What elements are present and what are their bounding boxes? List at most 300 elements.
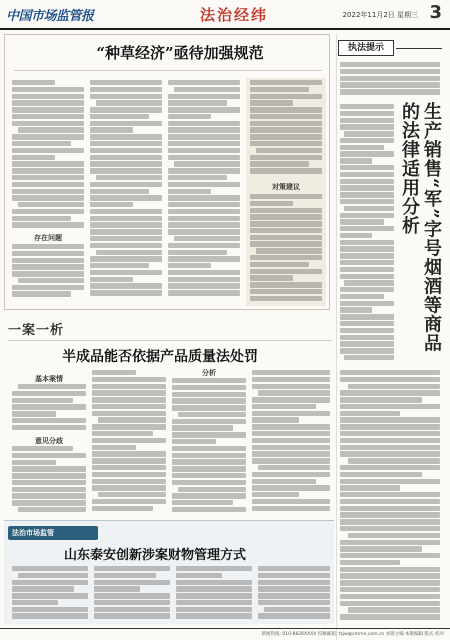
text-line — [168, 141, 240, 146]
text-line — [94, 607, 170, 612]
text-line — [250, 94, 322, 99]
text-line — [90, 202, 133, 207]
divider — [396, 48, 442, 49]
text-line — [168, 256, 240, 261]
text-line — [340, 158, 372, 163]
text-line — [90, 283, 162, 288]
text-line — [250, 87, 309, 92]
text-line — [340, 431, 440, 436]
text-line — [340, 260, 394, 265]
text-line — [90, 263, 149, 268]
text-line — [12, 446, 73, 451]
text-line — [12, 593, 88, 598]
text-line — [340, 546, 422, 551]
text-line — [90, 222, 162, 227]
text-line — [340, 314, 394, 319]
text-line — [92, 431, 153, 436]
text-line — [168, 277, 240, 282]
text-line — [344, 131, 394, 136]
text-line — [12, 87, 84, 92]
text-line — [340, 69, 440, 74]
text-line — [92, 506, 153, 511]
text-column — [12, 384, 86, 434]
text-line — [340, 404, 440, 409]
text-line — [92, 499, 166, 504]
text-line — [12, 114, 84, 119]
text-line — [90, 195, 162, 200]
text-line — [172, 459, 246, 464]
text-line — [12, 425, 86, 430]
text-line — [172, 378, 246, 383]
text-line — [250, 107, 322, 112]
text-line — [348, 458, 440, 463]
text-line — [168, 209, 240, 214]
text-line — [340, 377, 440, 382]
text-line — [12, 398, 73, 403]
text-line — [340, 185, 394, 190]
subhead-case-facts: 基本案情 — [35, 375, 63, 383]
text-column — [168, 80, 240, 304]
text-line — [252, 506, 330, 511]
text-line — [90, 87, 162, 92]
text-line — [12, 566, 88, 571]
text-line — [92, 438, 166, 443]
text-line — [168, 229, 240, 234]
text-line — [252, 411, 330, 416]
text-line — [176, 586, 252, 591]
text-line — [176, 607, 252, 612]
text-line — [340, 82, 440, 87]
text-line — [168, 94, 240, 99]
text-line — [168, 290, 240, 295]
text-line — [174, 236, 240, 241]
subhead-disagreement: 意见分歧 — [35, 437, 63, 445]
text-line — [168, 100, 227, 105]
text-line — [340, 472, 422, 477]
text-line — [340, 301, 394, 306]
text-line — [250, 114, 322, 119]
text-line — [168, 182, 240, 187]
text-line — [12, 168, 84, 173]
text-line — [340, 587, 440, 592]
text-line — [252, 417, 299, 422]
text-line — [340, 567, 440, 572]
divider — [8, 340, 332, 341]
text-line — [172, 385, 246, 390]
text-line — [92, 390, 166, 395]
text-line — [252, 485, 330, 490]
text-line — [250, 241, 322, 246]
text-line — [340, 274, 394, 279]
text-line — [18, 573, 88, 578]
text-line — [340, 172, 394, 177]
text-line — [340, 104, 394, 109]
text-line — [250, 269, 322, 274]
text-line — [92, 458, 166, 463]
text-line — [90, 121, 162, 126]
text-line — [94, 566, 170, 571]
text-line — [340, 492, 440, 497]
text-line — [94, 573, 156, 578]
text-line — [92, 370, 136, 375]
text-line — [172, 500, 233, 505]
text-line — [98, 492, 166, 497]
text-line — [92, 411, 166, 416]
text-line — [258, 465, 330, 470]
text-line — [90, 155, 162, 160]
text-line — [90, 80, 162, 85]
text-line — [90, 216, 162, 221]
text-line — [258, 593, 330, 598]
text-line — [340, 526, 440, 531]
text-line — [340, 233, 372, 238]
text-line — [12, 391, 86, 396]
text-line — [90, 148, 162, 153]
text-line — [340, 445, 440, 450]
text-line — [94, 580, 170, 585]
text-line — [90, 189, 149, 194]
text-line — [340, 465, 440, 470]
text-line — [90, 243, 162, 248]
text-line — [90, 141, 162, 146]
text-column — [90, 80, 162, 304]
case-column-label: 一案一析 — [8, 323, 65, 338]
text-line — [96, 175, 162, 180]
divider — [14, 70, 322, 71]
text-line — [340, 199, 394, 204]
text-line — [176, 573, 222, 578]
text-line — [252, 458, 330, 463]
text-line — [340, 370, 440, 375]
text-line — [340, 111, 394, 116]
text-column — [258, 566, 330, 622]
text-line — [168, 202, 240, 207]
text-line — [92, 485, 166, 490]
text-line — [340, 519, 440, 524]
text-line — [340, 89, 440, 94]
text-line — [176, 600, 252, 605]
text-line — [252, 499, 330, 504]
masthead: 中国市场监管报 — [6, 9, 94, 24]
text-line — [340, 138, 394, 143]
text-line — [12, 195, 84, 200]
text-line — [168, 189, 211, 194]
text-line — [12, 271, 84, 276]
text-line — [340, 424, 440, 429]
text-line — [250, 282, 322, 287]
text-line — [168, 283, 240, 288]
text-line — [12, 189, 84, 194]
text-line — [90, 229, 162, 234]
text-line — [12, 586, 74, 591]
text-line — [340, 321, 394, 326]
text-line — [90, 290, 162, 295]
text-line — [178, 412, 246, 417]
text-line — [12, 480, 86, 485]
text-line — [90, 182, 162, 187]
text-line — [348, 384, 440, 389]
text-line — [344, 280, 394, 285]
text-line — [12, 182, 84, 187]
text-line — [12, 264, 84, 269]
text-line — [174, 87, 240, 92]
text-line — [92, 465, 166, 470]
text-line — [340, 62, 440, 67]
text-column — [250, 194, 322, 304]
text-line — [340, 580, 440, 585]
text-line — [92, 445, 136, 450]
text-line — [12, 141, 71, 146]
text-line — [340, 213, 394, 218]
text-line — [250, 296, 322, 301]
text-line — [344, 206, 394, 211]
text-line — [92, 472, 166, 477]
text-line — [90, 236, 162, 241]
text-line — [340, 438, 440, 443]
text-line — [172, 398, 246, 403]
text-line — [96, 250, 162, 255]
text-line — [92, 384, 166, 389]
text-column — [12, 80, 84, 230]
text-line — [168, 243, 240, 248]
text-line — [264, 607, 330, 612]
text-line — [250, 80, 322, 85]
text-line — [12, 155, 55, 160]
text-line — [250, 208, 322, 213]
text-line — [172, 446, 246, 451]
text-line — [258, 566, 330, 571]
text-line — [256, 148, 322, 153]
case-article-headline: 半成品能否依据产品质量法处罚 — [62, 349, 258, 365]
text-line — [340, 294, 384, 299]
text-line — [348, 607, 440, 612]
text-line — [176, 613, 252, 618]
text-line — [250, 255, 322, 260]
text-column — [340, 104, 394, 366]
text-line — [12, 107, 84, 112]
text-line — [12, 175, 84, 180]
text-line — [168, 222, 240, 227]
text-column — [94, 566, 170, 622]
text-line — [12, 404, 86, 409]
text-line — [176, 593, 252, 598]
text-line — [258, 600, 330, 605]
text-line — [172, 405, 246, 410]
text-line — [258, 613, 330, 618]
text-column — [12, 244, 84, 304]
text-line — [12, 473, 86, 478]
text-line — [168, 155, 240, 160]
text-line — [250, 235, 322, 240]
text-line — [250, 161, 309, 166]
text-column — [12, 566, 88, 622]
text-line — [12, 100, 84, 105]
text-line — [18, 127, 84, 132]
text-line — [12, 216, 71, 221]
text-line — [340, 240, 394, 245]
text-line — [168, 107, 240, 112]
text-column — [252, 370, 330, 516]
text-line — [340, 553, 440, 558]
text-column — [340, 370, 440, 624]
text-line — [92, 404, 166, 409]
subhead-problems: 存在问题 — [34, 234, 62, 242]
text-line — [168, 148, 240, 153]
text-line — [12, 487, 86, 492]
text-line — [168, 80, 240, 85]
text-line — [12, 251, 84, 256]
text-line — [340, 219, 384, 224]
text-line — [90, 168, 162, 173]
text-line — [252, 451, 330, 456]
text-line — [12, 244, 84, 249]
text-line — [252, 431, 330, 436]
text-line — [340, 267, 394, 272]
text-line — [340, 417, 440, 422]
text-column — [340, 62, 440, 102]
text-line — [252, 404, 316, 409]
text-line — [340, 499, 440, 504]
text-line — [172, 392, 246, 397]
text-line — [12, 291, 71, 296]
text-line — [340, 397, 422, 402]
text-line — [168, 250, 227, 255]
text-line — [250, 155, 322, 160]
text-line — [12, 466, 86, 471]
text-line — [90, 209, 162, 214]
text-line — [340, 512, 440, 517]
text-line — [250, 134, 322, 139]
text-line — [168, 127, 240, 132]
text-line — [12, 148, 84, 153]
text-line — [252, 397, 330, 402]
top-article-headline: “种草经济”亟待加强规范 — [96, 44, 264, 62]
text-line — [94, 600, 170, 605]
text-line — [250, 262, 309, 267]
text-line — [92, 479, 166, 484]
text-line — [340, 573, 440, 578]
text-line — [258, 580, 330, 585]
text-column — [12, 446, 86, 516]
text-line — [92, 451, 166, 456]
text-line — [344, 355, 394, 360]
text-line — [94, 593, 170, 598]
text-line — [340, 485, 400, 490]
text-line — [258, 586, 330, 591]
text-column — [250, 80, 322, 180]
text-column — [176, 566, 252, 622]
text-line — [168, 270, 240, 275]
subhead-suggestions: 对策建议 — [272, 183, 300, 191]
text-line — [250, 221, 322, 226]
text-line — [168, 168, 240, 173]
page-footer: 新闻热线: 010-8826XXXX 投稿邮箱: fzjw@cmrnn.com.cn 本版主编 本版编辑 版式 校对 — [0, 628, 450, 640]
subhead-analysis: 分析 — [202, 369, 216, 377]
text-line — [90, 107, 162, 112]
text-line — [168, 175, 227, 180]
text-line — [172, 507, 246, 512]
text-line — [94, 586, 140, 591]
text-line — [12, 493, 86, 498]
text-line — [340, 253, 394, 258]
text-line — [12, 94, 84, 99]
text-line — [90, 277, 133, 282]
text-line — [94, 613, 170, 618]
text-line — [340, 601, 440, 606]
text-line — [258, 573, 330, 578]
text-line — [340, 506, 440, 511]
text-line — [340, 390, 440, 395]
bottom-article-headline: 山东泰安创新涉案财物管理方式 — [64, 548, 247, 563]
text-line — [340, 226, 394, 231]
text-line — [250, 100, 293, 105]
text-line — [12, 121, 84, 126]
text-line — [18, 507, 86, 512]
text-line — [252, 377, 330, 382]
text-line — [90, 256, 162, 261]
text-line — [252, 424, 330, 429]
text-line — [12, 580, 88, 585]
text-line — [12, 80, 55, 85]
text-line — [340, 594, 440, 599]
text-line — [90, 127, 133, 132]
text-line — [256, 248, 322, 253]
text-line — [252, 384, 330, 389]
text-line — [12, 285, 84, 290]
text-line — [340, 179, 394, 184]
bottom-column-banner: 法治市场监管 — [8, 526, 98, 540]
page-number: 3 — [429, 2, 442, 23]
text-line — [168, 195, 240, 200]
right-column-title: 生产销售“军”字号烟酒等商品的法律适用分析 — [399, 102, 442, 353]
text-column — [172, 378, 246, 516]
issue-date: 2022年11月2日 星期三 — [342, 11, 418, 19]
text-line — [340, 341, 394, 346]
text-line — [340, 411, 400, 416]
text-line — [258, 390, 330, 395]
text-line — [178, 487, 246, 492]
text-line — [252, 370, 330, 375]
text-line — [92, 377, 166, 382]
text-line — [172, 480, 246, 485]
column-tag — [338, 40, 442, 56]
text-line — [340, 76, 440, 81]
text-line — [18, 384, 86, 389]
text-line — [172, 493, 246, 498]
text-line — [172, 425, 233, 430]
text-line — [12, 613, 88, 618]
text-line — [12, 418, 86, 423]
text-line — [250, 127, 322, 132]
text-column — [92, 370, 166, 516]
text-line — [90, 270, 162, 275]
text-line — [348, 533, 440, 538]
text-line — [12, 209, 84, 214]
text-line — [18, 202, 84, 207]
text-line — [168, 134, 240, 139]
text-line — [340, 479, 440, 484]
text-line — [340, 451, 440, 456]
text-line — [250, 214, 322, 219]
text-line — [340, 287, 394, 292]
text-line — [12, 453, 86, 458]
text-line — [92, 397, 166, 402]
text-line — [172, 453, 246, 458]
text-line — [252, 438, 330, 443]
text-line — [250, 141, 322, 146]
text-line — [252, 492, 299, 497]
text-line — [172, 439, 216, 444]
